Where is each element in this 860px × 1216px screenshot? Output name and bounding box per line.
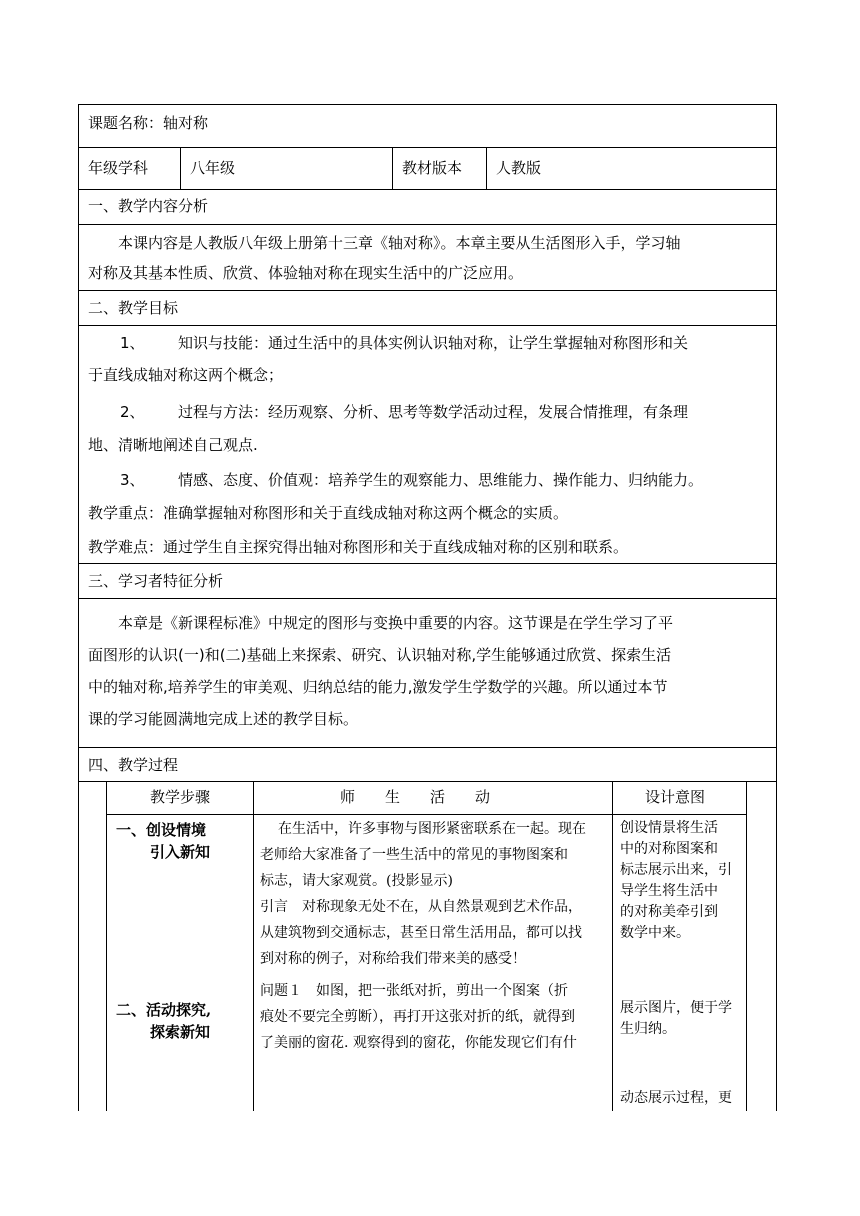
objective-text: 知识与技能：通过生活中的具体实例认识轴对称，让学生掌握轴对称图形和关 (178, 334, 689, 352)
teaching-key-point: 教学重点：准确掌握轴对称图形和关于直线成轴对称这两个概念的实质。 (88, 504, 569, 522)
grade-row-separator (486, 147, 487, 189)
course-title: 课题名称：轴对称 (88, 114, 209, 132)
intent-line: 数学中来。 (620, 925, 690, 941)
objective-text: 地、清晰地阐述自己观点. (88, 436, 258, 454)
text-line: 本课内容是人教版八年级上册第十三章《轴对称》。本章主要从生活图形入手，学习轴 (118, 234, 681, 252)
activity-line: 从建筑物到交通标志，甚至日常生活用品，都可以找 (260, 925, 582, 941)
section-title-teaching-process: 四、教学过程 (88, 756, 179, 774)
objective-number: 1、 (120, 334, 145, 352)
inner-table-header-bottom (106, 814, 746, 815)
intent-text (620, 998, 744, 1040)
intent-line: 标志展示出来，引 (620, 862, 732, 878)
section-title-content-analysis: 一、教学内容分析 (88, 197, 209, 215)
objective-text: 情感、态度、价值观：培养学生的观察能力、思维能力、操作能力、归纳能力。 (178, 471, 704, 489)
intent-line: 创设情景将生活 (620, 820, 718, 836)
row-divider (78, 189, 777, 190)
learner-analysis-paragraph (88, 607, 776, 735)
step-two-line1: 二、活动探究, (116, 1001, 212, 1019)
section-title-learner-analysis: 三、学习者特征分析 (88, 572, 224, 590)
step-two-line2: 探索新知 (150, 1023, 211, 1041)
intent-text (620, 818, 744, 944)
inner-table-top (106, 781, 746, 782)
grade-row-separator (180, 147, 181, 189)
row-divider (78, 224, 777, 225)
objective-number: 3、 (120, 471, 145, 489)
text-line: 本章是《新课程标准》中规定的图形与变换中重要的内容。这节课是在学生学习了平 (118, 614, 674, 632)
inner-table-right (746, 781, 747, 1111)
activity-text (260, 816, 610, 1056)
grade-row-separator (392, 147, 393, 189)
section-title-objectives: 二、教学目标 (88, 299, 179, 317)
intent-line: 动态展示过程，更 (620, 1090, 732, 1106)
activity-line: 问题１ 如图，把一张纸对折，剪出一个图案（折 (260, 983, 568, 999)
text-line: 面图形的认识(一)和(二)基础上来探索、研究、认识轴对称,学生能够通过欣赏、探索生活 (88, 646, 672, 664)
activity-line: 在生活中，许多事物与图形紧密联系在一起。现在 (278, 821, 586, 837)
column-header-step: 教学步骤 (150, 788, 211, 806)
activity-line: 到对称的例子，对称给我们带来美的感受！ (260, 951, 526, 967)
grade-label: 年级学科 (88, 159, 149, 177)
activity-line: 了美丽的窗花. 观察得到的窗花，你能发现它们有什 (260, 1035, 577, 1051)
column-header-intent: 设计意图 (645, 788, 706, 806)
objective-number: 2、 (120, 403, 145, 421)
outer-border-right (776, 104, 777, 1111)
inner-table-left (106, 781, 107, 1111)
text-line: 中的轴对称,培养学生的审美观、归纳总结的能力,激发学生学数学的兴趣。所以通过本节 (88, 678, 668, 696)
objective-text: 于直线成轴对称这两个概念； (88, 366, 284, 384)
text-line: 对称及其基本性质、欣赏、体验轴对称在现实生活中的广泛应用。 (88, 264, 524, 282)
row-divider (78, 598, 777, 599)
row-divider (78, 290, 777, 291)
content-analysis-paragraph (88, 228, 776, 288)
edition-value: 人教版 (496, 159, 542, 177)
inner-table-col-divider (612, 781, 613, 1111)
activity-line: 老师给大家准备了一些生活中的常见的事物图案和 (260, 847, 568, 863)
intent-line: 展示图片，便于学 (620, 1000, 732, 1016)
activity-line: 痕处不要完全剪断），再打开这张对折的纸，就得到 (260, 1009, 575, 1025)
intent-line: 导学生将生活中 (620, 883, 718, 899)
step-one-line2: 引入新知 (150, 843, 211, 861)
row-divider (78, 325, 777, 326)
activity-line: 引言 对称现象无处不在，从自然景观到艺术作品， (260, 899, 582, 915)
outer-border-top (78, 104, 777, 105)
intent-line: 中的对称图案和 (620, 841, 718, 857)
activity-line: 标志，请大家观赏。(投影显示) (260, 873, 453, 889)
edition-label: 教材版本 (402, 159, 463, 177)
outer-border-left (78, 104, 79, 1111)
inner-table-col-divider (253, 781, 254, 1111)
intent-line: 的对称美牵引到 (620, 904, 718, 920)
row-divider (78, 747, 777, 748)
intent-line: 生归纳。 (620, 1021, 676, 1037)
column-header-activity: 师 生 活 动 (340, 788, 491, 806)
row-divider (78, 563, 777, 564)
objective-text: 过程与方法：经历观察、分析、思考等数学活动过程，发展合情推理，有条理 (178, 403, 689, 421)
row-divider (78, 147, 777, 148)
step-one-line1: 一、创设情境 (116, 821, 207, 839)
teaching-difficulty: 教学难点：通过学生自主探究得出轴对称图形和关于直线成轴对称的区别和联系。 (88, 538, 629, 556)
grade-value: 八年级 (190, 159, 236, 177)
text-line: 课的学习能圆满地完成上述的教学目标。 (88, 710, 359, 728)
